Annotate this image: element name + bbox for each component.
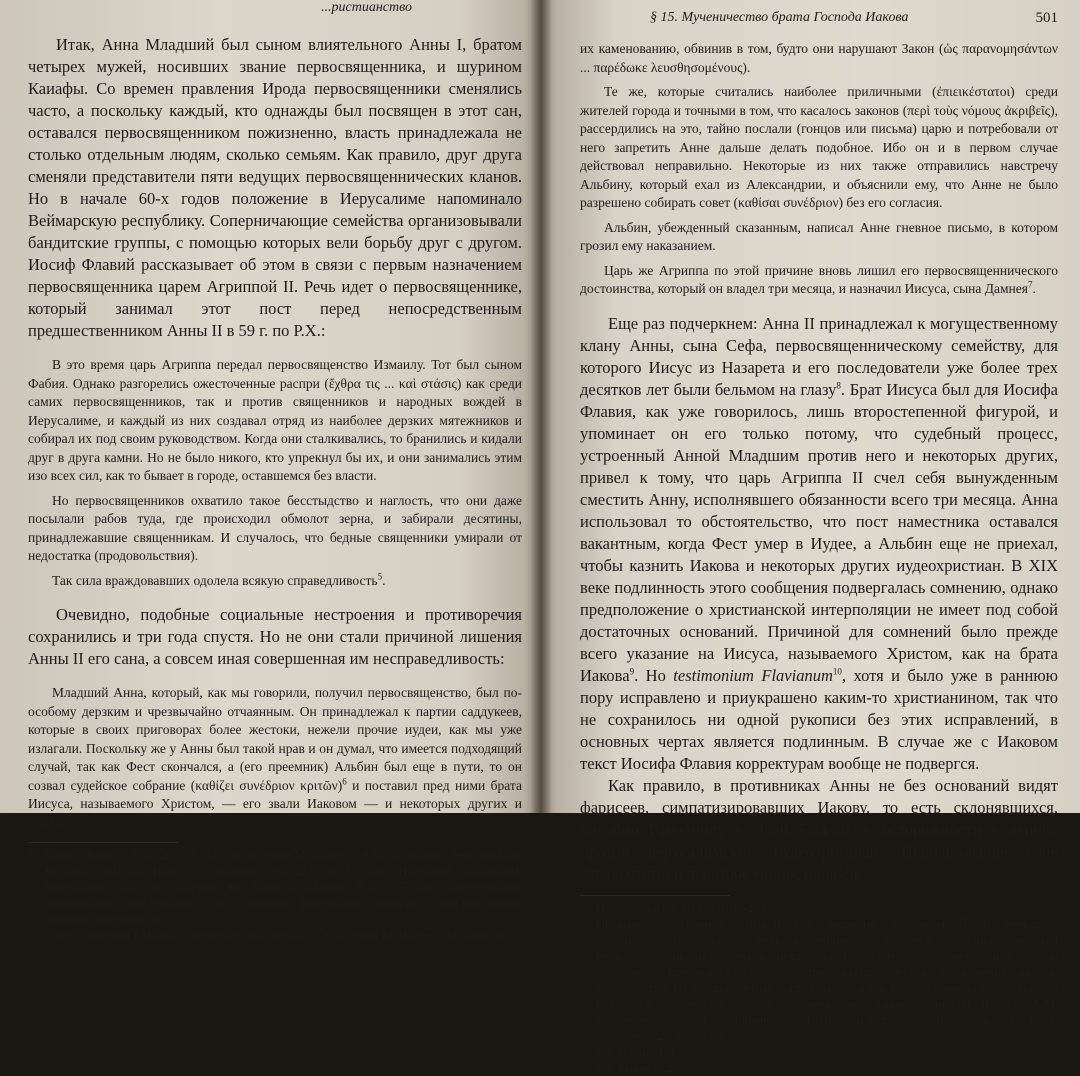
footnote-number: 8: [580, 916, 585, 927]
page-number: 501: [1035, 10, 1058, 26]
quote-text: Младший Анна, который, как мы говорили, получил первосвященство, был по-особому дерзким и чрезвычайно отчаянным. Он принадлежал к партии саддукеев, которые в своих приговорах более жестоки, нежели прочие иудеи, как мы уже излагали. Поскольку же у Анны был такой нрав и он думал, что имеется подходящий случай, так как Фест скончался, а (его преемник) Альбин был еще в пути, то он созвал судейское собрание (καθίζει συνέδριον κριτῶν): [28, 685, 522, 793]
block-quote: Но первосвященников охватило такое бесстыдство и наглость, что они даже посылали рабов туда, где происходил обмолот зерна, и забирали десятины, принадлежавшие священникам. И случалось, что бедные священники умирали от недостатка (продовольствия).: [28, 492, 522, 563]
footnote: [28, 927, 522, 943]
footnote: [580, 900, 1058, 916]
footnote-text: Письменное обвинение против Иисуса и решение о выдаче его Пилату, очевидно, десятилетиями хранились в первосвященническом архиве и могли использоваться первосвященниками и членами синедриона. Здесь, очевидно, перечислялись пункты обвинения: претензия на мессианство, лжепророчества, соблазнение народа, богохульство. На эти документы могли ссылаться как в эпоху гонения царя Агриппы I, так и в то время, о котором идет речь здесь; такого мнения M. Hengel / A.M. Schwemer, Jesus und das Judentum, 599 [Иисус и иудаизм, 609]. Ср. также D. Bock, Blasphemy, 28, прим. 68.: [596, 916, 1058, 1043]
book-gutter: [530, 0, 552, 813]
block-quote: Те же, которые считались наиболее приличными (ἐπιεικέστατοι) среди жителей города и точными в том, что касалось законов (περὶ τοὺς νόμους ἀκριβεῖς), рассердились на это, тайно послали (гонцов или письма) царю и потребовали от него запретить Анне дальше делать подобное. Ибо он и в первом случае действовал неправильно. Некоторые из них также отправились навстречу Альбину, который ехал из Александрии, и объяснили ему, что Анне не было разрешено собирать совет (καθίσαι συνέδριον) без его согласия.: [580, 84, 1058, 210]
body-text: . Брат Иисуса был для Иосифа Флавия, как уже говорилось, лишь второстепенной фигурой, и упоминает он его только потому, что судебный процесс, устроенный Анной Младшим против него и некоторых других, привел к тому, что царь Агриппа II счел себя вынужденным сместить Анну, исполнявшего обязанности всего три месяца. Анна использовал то обстоятельство, что пост наместника оставался вакантным, когда Фест умер в Иудее, а Альбин еще не приехал, чтобы казнить Иакова и некоторых других иудеохристиан. В XIX веке подлинность этого сообщения подвергалась сомнению, однако предположение о христианской интерполяции не имеет под собой достаточных оснований. Причиной для сомнений было прежде всего указание на Иисуса, называемого Христом, как на брата Иакова: [580, 379, 1058, 685]
footnote: [28, 847, 522, 927]
footnote-text: ...тот синедрион в Иерусалиме не был регулярно... См. об этом M. Hengel... D. Goodman...: [44, 928, 522, 942]
body-paragraph: Очевидно, подобные социальные нестроения и противоречия сохранились и три года спустя. Но не они стали причиной лишения Анны II его сана, а совсем иная совершенная им несправедливость:: [28, 605, 522, 668]
running-head-title-right: § 15. Мученичество брата Господа Иакова: [650, 10, 909, 25]
footnote-ref[interactable]: 7: [1027, 279, 1033, 290]
footnote-text: Иосиф Флавий, И.Д. 20,179 слл. См. об этом M. Hengel / A.M. Schwemer, Jesus und das Judentum, 101-121 [Иисус и иудаизм, 101-121]; ср. W. Eck, Herrschaft, Widerstand, Kooperation, 38f., со ссылкой на Иосифа Флавия, И.В. 3–7 как свидетельство «внутренних столкновений между разными фракциями», которые усилились ввиду римского владычества.: [44, 848, 522, 926]
footnote-number: 9: [580, 1044, 585, 1055]
footnote-text: Ср. Schürer I, 430.: [596, 1044, 692, 1059]
quote-text: Так сила враждовавших одолела всякую справедливость: [52, 572, 378, 588]
footnote-ref[interactable]: 8: [836, 380, 841, 390]
running-head-right: [580, 6, 1058, 34]
block-quote-end: Царь же Агриппа по этой причине вновь лишил его первосвященнического достоинства, который он владел три месяца, и назначил Иисуса, сына Дамнея$^7$.: [580, 262, 1058, 296]
right-page: [540, 0, 1080, 1075]
running-head-title-left: ...ристианство: [321, 0, 412, 15]
footnote-number: 7: [580, 900, 585, 911]
body-text: , хотя и было уже в раннюю пору исправлено и приукрашено каким-то христианином, так что не сохранилось ни одной рукописи без этих исправлений, в основных чертах является подлинным. В случае же с Иаковом текст Иосифа Флавия корректурам вообще не подвергся.: [580, 665, 1058, 773]
quote-text: Царь же Агриппа по этой причине вновь лишил его первосвященнического достоинства, который он владел три месяца, и назначил Иисуса, сына Дамнея: [580, 262, 1058, 296]
body-text: Еще раз подчеркнем: Анна II принадлежал к могущественному клану Анны, сына Сефа, первосвященническому семейству, для которого Иисус из Назарета и его последователи уже более трех десятков лет были бельмом на глазу: [580, 313, 1058, 399]
body-paragraph: [580, 313, 1058, 775]
footnote-rule: [580, 895, 730, 896]
latin-term: testimonium Flavianum: [673, 665, 833, 685]
block-quote: Альбин, убежденный сказанным, написал Анне гневное письмо, в котором грозил ему наказанием.: [580, 219, 1058, 253]
block-quote-end: Так сила враждовавших одолела всякую справедливость$^5$.: [52, 571, 386, 588]
block-quote: [28, 684, 522, 832]
quote-text: и поставил пред ними брата Иисуса, называемого Христом, — его звали Иаковом — и некоторых других и преда...: [28, 777, 522, 830]
footnote-number: 5: [28, 848, 33, 858]
footnote-ref[interactable]: 6: [342, 776, 347, 786]
footnote-ref[interactable]: 9: [629, 666, 635, 676]
footnote-text: См. выше, с. 27 и ...: [596, 1060, 701, 1075]
footnote: [580, 1060, 1058, 1076]
footnote: [580, 1044, 1058, 1060]
footnote-text: Иосиф Флавий, И.Д. 20,199-203.: [596, 900, 769, 915]
footnote: [580, 916, 1058, 1044]
body-paragraph: Итак, Анна Младший был сыном влиятельного Анны I, братом четырех мужей, носивших звание первосвященника, и шурином Каиафы. Со времен правления Ирода первосвященники сменялись часто, а поскольку каждый, кто однажды был посвящен в этот сан, оставался первосвященником пожизненно, власть принадлежала не столько отдельным людям, сколько семьям. Как правило, друг друга сменяли представители пяти ведущих первосвященнических кланов. Но в начале 60-х годов положение в Иерусалиме напоминало Веймарскую республику. Соперничающие семейства организовывали бандитские группы, с помощью которых вели борьбу друг с другом. Иосиф Флавий рассказывает об этом в связи с первым назначением первосвященника царем Агриппой II. Речь идет о первосвященнике, который занимал этот пост перед непосредственным предшественником Анны II в 59 г. по Р.Х.:: [28, 35, 522, 340]
body-paragraph: Как правило, в противниках Анны не без оснований видят фарисеев, симпатизировавших Иакову, то есть склонявшихся, подобно Гамалиилу в Деян 5:34-39, к осторожности в акциях против иерусалимских иудеохристиан. Использование слов ἐπιεικέστατοι и περὶ τοὺς νόμους ἀκριβεῖς: [580, 775, 1058, 883]
running-head-left: [28, 0, 522, 34]
left-page: [0, 0, 540, 942]
block-quote: В это время царь Агриппа передал первосвященство Измаилу. Тот был сыном Фабия. Однако разгорелись ожесточенные распри (ἔχθρα τις ... καὶ στάσις) как среди самих первосвященников, так и против священников и народных вождей в Иерусалиме, и каждый из них создавал отряд из наиболее дерзких мятежников и собирал их под своим руководством. Когда они сталкивались, то бранились и кидали друг в друга камни. Но не было никого, кто упрекнул бы их, и они занимались этим изо всех сил, как то бывает в городе, оставшемся без власти.: [28, 357, 522, 483]
footnote-rule: [28, 842, 178, 843]
body-text: . Но: [634, 665, 674, 685]
footnote-ref[interactable]: 10: [832, 666, 842, 676]
footnote-number: 10: [580, 1060, 589, 1071]
block-quote: их каменованию, обвинив в том, будто они нарушают Закон (ὡς παρανομησάντων ... παρέδωκε λευσθησομένους).: [580, 41, 1058, 75]
footnote-ref[interactable]: 5: [377, 571, 383, 581]
